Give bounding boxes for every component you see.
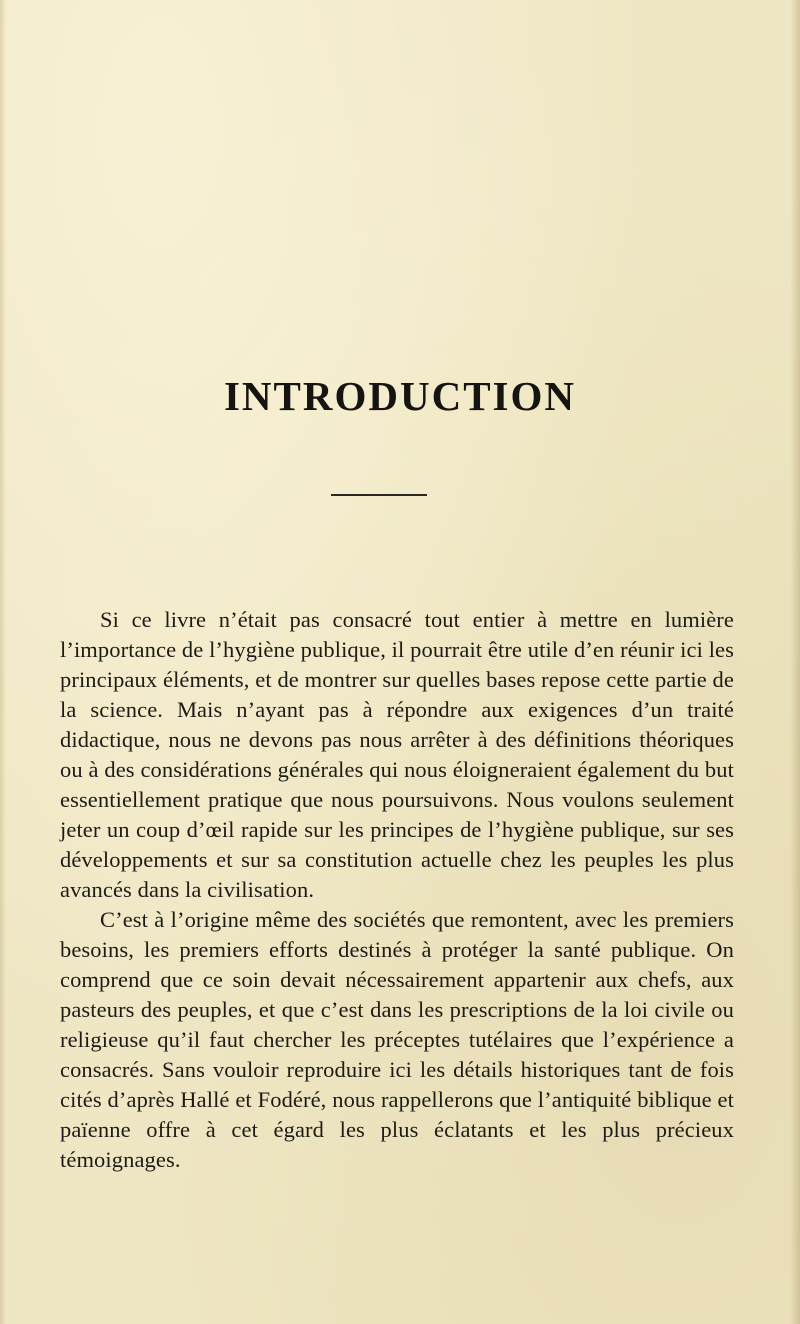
page-title: INTRODUCTION: [223, 373, 577, 419]
title-divider: [331, 494, 427, 496]
page-edge-left: [0, 0, 6, 1324]
paragraph-2: C’est à l’origine même des sociétés que remontent, avec les premiers besoins, les premiers efforts destinés à protéger la santé publique. On comprend que ce soin devait nécessairement appartenir aux chefs, aux pasteurs des peuples, et que c’est dans les prescriptions de la loi civile ou religieuse qu’il faut chercher les préceptes tutélaires que l’expérience a consacrés. Sans vouloir reproduire ici les détails historiques tant de fois cités d’après Hallé et Fodéré, nous rappellerons que l’antiquité biblique et païenne offre à cet égard les plus éclatants et les plus précieux témoignages.: [60, 907, 734, 1172]
page-edge-right: [790, 0, 800, 1324]
body-text: [60, 605, 734, 1175]
paragraph-1: Si ce livre n’était pas consacré tout entier à mettre en lumière l’importance de l’hygiène publique, il pourrait être utile d’en réunir ici les principaux éléments, et de montrer sur quelles bases repose cette partie de la science. Mais n’ayant pas à répondre aux exigences d’un traité didactique, nous ne devons pas nous arrêter à des définitions théoriques ou à des considérations générales qui nous éloigneraient également du but essentiellement pratique que nous poursuivons. Nous voulons seulement jeter un coup d’œil rapide sur les principes de l’hygiène publique, sur ses développements et sur sa constitution actuelle chez les peuples les plus avancés dans la civilisation.: [60, 607, 734, 902]
